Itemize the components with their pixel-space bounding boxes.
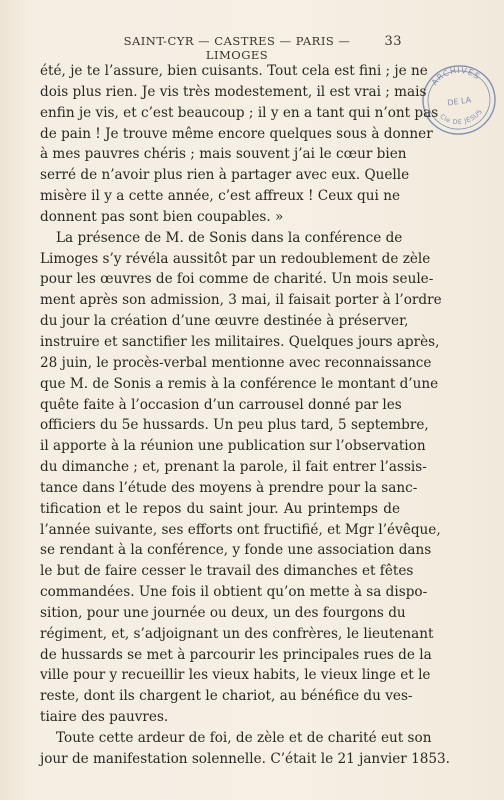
text-line: commandées. Une fois il obtient qu’on mette à sa dispo- <box>40 584 428 601</box>
paragraph-3 <box>40 728 450 770</box>
text-line: à mes pauvres chéris ; mais souvent j’ai le cœur bien <box>40 146 407 163</box>
text-line: le but de faire cesser le travail des dimanches et fêtes <box>40 563 414 580</box>
page-number: 33 <box>384 34 402 49</box>
text-line: instruire et sanctifier les militaires. Quelques jours après, <box>40 333 440 350</box>
text-line: Limoges s’y révéla aussitôt par un redoublement de zèle <box>40 250 431 267</box>
text-line: régiment, et, s’adjoignant un des confrères, le lieutenant <box>40 625 434 642</box>
text-line: se rendant à la conférence, y fonde une association dans <box>40 542 432 559</box>
text-line: Toute cette ardeur de foi, de zèle et de charité eut son <box>56 730 432 746</box>
text-line: ville pour y recueillir les vieux habits, le vieux linge et le <box>40 667 431 684</box>
running-title: SAINT-CYR — CASTRES — PARIS — LIMOGES <box>123 34 351 62</box>
text-line: La présence de M. de Sonis dans la conférence de <box>56 229 403 246</box>
text-line: 28 juin, le procès-verbal mentionne avec reconnaissance <box>40 354 432 371</box>
text-line: dois plus rien. Je vis très modestement, il est vrai ; mais <box>40 83 427 100</box>
text-line: quête faite à l’occasion d’un carrousel donné par les <box>40 396 402 413</box>
svg-text:ARCHIVES <box>428 63 483 88</box>
body-text <box>40 61 450 770</box>
text-line: serré de n’avoir plus rien à partager avec eux. Quelle <box>40 167 410 184</box>
text-line: du dimanche ; et, prenant la parole, il fait entrer l’assis- <box>40 459 427 476</box>
text-line: il apporte à la réunion une publication sur l’observation <box>40 438 426 455</box>
text-line: tiaire des pauvres. <box>40 709 169 726</box>
text-line: ment après son admission, 3 mai, il faisait porter à l’ordre <box>40 292 442 309</box>
text-line: officiers du 5e hussards. Un peu plus tard, 5 septembre, <box>40 417 429 434</box>
stamp-text-top: ARCHIVES <box>429 65 482 88</box>
text-line: été, je te l’assure, bien cuisants. Tout cela est fini ; je ne <box>40 63 428 79</box>
text-line: de hussards se met à parcourir les principales rues de la <box>40 646 432 663</box>
text-line: enfin je vis, et c’est beaucoup ; il y en a tant qui n’ont pas <box>40 104 439 121</box>
paragraph-1 <box>40 61 439 228</box>
text-line: donnent pas sont bien coupables. » <box>40 208 284 225</box>
stamp-text-bottom: Cie DE JÉSUS <box>438 107 485 127</box>
text-line: jour de manifestation solennelle. C’était le 21 janvier 1853. <box>40 750 450 767</box>
running-header <box>72 34 402 62</box>
text-line: pour les œuvres de foi comme de charité. Un mois seule- <box>40 271 434 288</box>
text-line: tance dans l’étude des moyens à prendre pour la sanc- <box>40 479 418 496</box>
text-line: du jour la création d’une œuvre destinée à préserver, <box>40 313 409 330</box>
text-line: reste, dont ils chargent le chariot, au bénéfice du ves- <box>40 688 413 705</box>
stamp-text-middle: DE LA <box>446 95 472 108</box>
text-line: l’année suivante, ses efforts ont fructifié, et Mgr l’évêque, <box>40 521 441 538</box>
text-line: tification et le repos du saint jour. Au printemps de <box>40 500 400 517</box>
text-line: misère il y a cette année, c’est affreux ! Ceux qui ne <box>40 188 400 205</box>
text-line: que M. de Sonis a remis à la conférence le montant d’une <box>40 375 439 392</box>
paragraph-2 <box>40 228 442 728</box>
text-line: sition, pour une journée ou deux, un des fourgons du <box>40 604 406 621</box>
text-line: de pain ! Je trouve même encore quelques sous à donner <box>40 125 433 142</box>
